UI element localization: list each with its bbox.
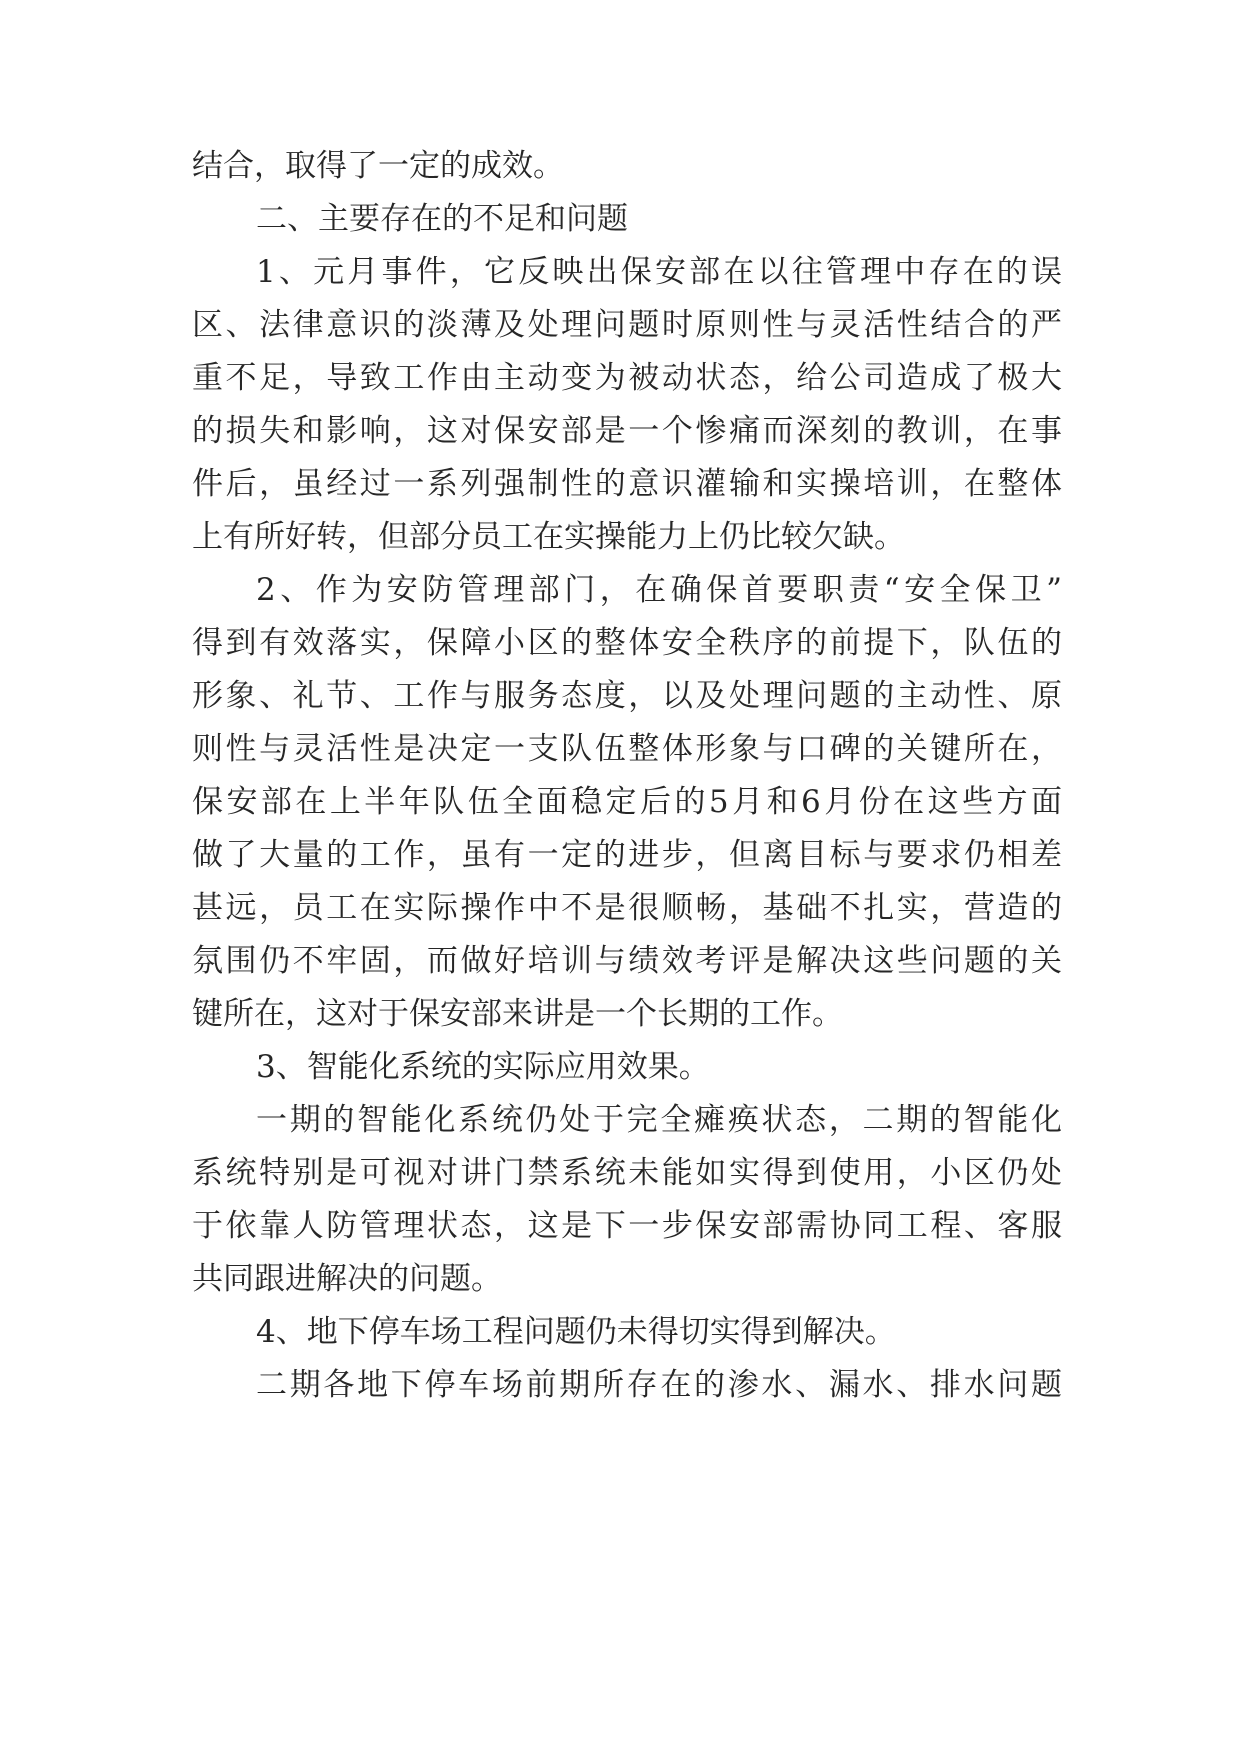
text-line: 的损失和影响，这对保安部是一个惨痛而深刻的教训，在事	[192, 413, 1062, 449]
section-heading: 二、主要存在的不足和问题	[256, 201, 628, 237]
text-line: 区、法律意识的淡薄及处理问题时原则性与灵活性结合的严	[192, 307, 1062, 343]
text-line: 氛围仍不牢固，而做好培训与绩效考评是解决这些问题的关	[192, 943, 1062, 979]
text-line: 3、智能化系统的实际应用效果。	[256, 1049, 710, 1085]
text-line: 保安部在上半年队伍全面稳定后的5月和6月份在这些方面	[192, 784, 1062, 820]
text-line: 形象、礼节、工作与服务态度，以及处理问题的主动性、原	[192, 678, 1062, 714]
text-line: 2、作为安防管理部门，在确保首要职责“安全保卫”	[256, 572, 1062, 608]
text-line: 共同跟进解决的问题。	[192, 1261, 502, 1297]
text-line: 系统特别是可视对讲门禁系统未能如实得到使用，小区仍处	[192, 1155, 1062, 1191]
text-line: 得到有效落实，保障小区的整体安全秩序的前提下，队伍的	[192, 625, 1062, 661]
text-line: 1、元月事件，它反映出保安部在以往管理中存在的误	[256, 254, 1062, 290]
text-line: 甚远，员工在实际操作中不是很顺畅，基础不扎实，营造的	[192, 890, 1062, 926]
text-line: 4、地下停车场工程问题仍未得切实得到解决。	[256, 1314, 896, 1350]
text-line: 二期各地下停车场前期所存在的渗水、漏水、排水问题	[256, 1367, 1062, 1403]
text-line: 上有所好转，但部分员工在实操能力上仍比较欠缺。	[192, 519, 905, 555]
text-line: 做了大量的工作，虽有一定的进步，但离目标与要求仍相差	[192, 837, 1062, 873]
text-line: 于依靠人防管理状态，这是下一步保安部需协同工程、客服	[192, 1208, 1062, 1244]
text-line: 重不足，导致工作由主动变为被动状态，给公司造成了极大	[192, 360, 1062, 396]
text-line: 一期的智能化系统仍处于完全瘫痪状态，二期的智能化	[256, 1102, 1062, 1138]
text-line: 结合，取得了一定的成效。	[192, 148, 564, 184]
text-line: 件后，虽经过一系列强制性的意识灌输和实操培训，在整体	[192, 466, 1062, 502]
text-line: 则性与灵活性是决定一支队伍整体形象与口碑的关键所在，	[192, 731, 1062, 767]
text-line: 键所在，这对于保安部来讲是一个长期的工作。	[192, 996, 843, 1032]
